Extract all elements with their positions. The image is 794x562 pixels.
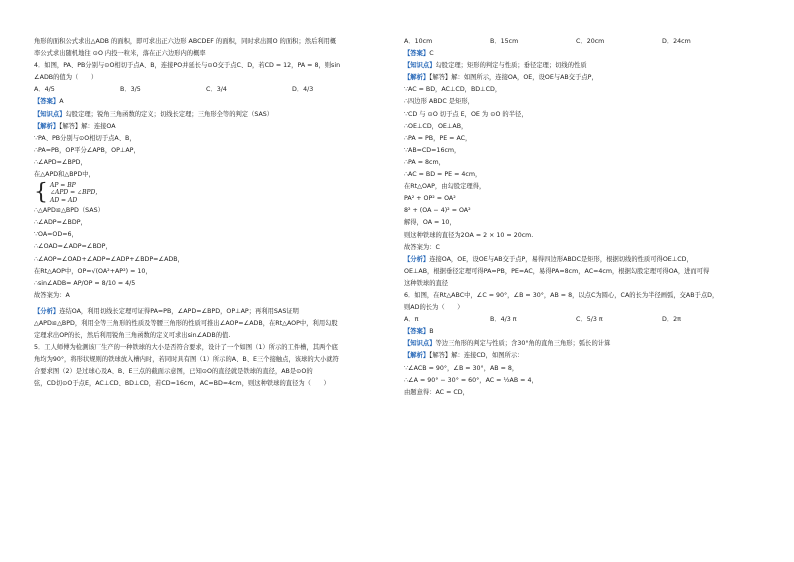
solution-step: 在Rt△OAP，由勾股定理得， [404, 183, 486, 191]
answer-label: 【答案】 [34, 98, 60, 106]
solution-step: ∴sin∠ADB= AP/OP = 8/10 = 4/5 [34, 279, 136, 287]
text-line: 角形的面积公式求出△ADB 的面积，即可求出正六边形 ABCDEF 的面积，同时求出圆O 的面积；然后利用概 [34, 38, 337, 45]
answer-value: C [429, 50, 434, 58]
solution-step: ∵∠ACB = 90°，∠B = 30°，AB = 8， [404, 364, 519, 372]
analysis-text: 连接OA，OE，设OE与AB交于点P，易得四边形ABDC是矩形，根据切线的性质可得OE⊥CD， [429, 255, 693, 263]
solution-step: ∴∠A = 90° − 30° = 60°，AC = ½AB = 4， [404, 376, 538, 384]
answer-value: B [429, 328, 434, 336]
analysis-text: 定理求出OP的长，然后利用锐角三角函数的定义可求出sin∠ADB的值. [34, 332, 231, 340]
analysis-line [404, 254, 764, 266]
condition: ∠APD = ∠BPD， [50, 189, 102, 197]
solution-step: ∴PA = 8cm， [404, 158, 445, 166]
solution-text: 【解答】解：连接OA [59, 122, 116, 130]
solution-step: 由题意得：AC = CD， [404, 388, 469, 396]
option-c: C．3/4 [206, 86, 227, 94]
knowledge-label: 【知识点】 [404, 62, 436, 70]
solution-text: 【解答】解：连接CD，如图所示： [429, 352, 524, 360]
right-column [404, 36, 764, 399]
question-6-stem: 则AD的长为（ ） [404, 304, 464, 312]
option-a: A．4/5 [34, 86, 55, 94]
solution-step: 则这种铁球的直径为2OA = 2 × 10 = 20cm. [404, 231, 534, 239]
knowledge-points: 勾股定理；矩形的判定与性质；垂径定理；切线的性质 [435, 62, 587, 70]
knowledge-points: 等边三角形的判定与性质；含30°角的直角三角形；弧长的计算 [435, 340, 611, 348]
question-5-options [404, 36, 764, 48]
condition: AP = BP [50, 181, 76, 189]
solution-step: ∴∠ADP=∠BDP， [34, 219, 87, 227]
knowledge-line [404, 60, 764, 72]
knowledge-line [404, 338, 764, 350]
solution-step: ∴四边形 ABDC 是矩形， [404, 98, 474, 106]
option-c: C．20cm [576, 38, 605, 45]
option-b: B．15cm [490, 38, 519, 45]
option-d: D．24cm [662, 38, 691, 45]
left-column [34, 36, 390, 391]
option-a: A．π [404, 316, 419, 324]
analysis-text: 这种铁球的直径 [404, 279, 449, 287]
solution-line [404, 72, 764, 84]
analysis-text: OE⊥AB，根据垂径定理可得PA=PB，PE=AC，易得PA=8cm，AC=4cm，根据勾股定理可得OA，进而可得 [404, 267, 710, 275]
solution-step: PA² + OP² = OA² [404, 195, 456, 203]
question-6-stem: 6．如图，在Rt△ABC中，∠C = 90°，∠B = 30°，AB = 8，以点C为圆心，CA的长为半径画弧，交AB于点D， [404, 291, 719, 299]
solution-text: 【解答】解：如图所示，连接OA，OE，设OE与AB交于点P， [429, 74, 598, 82]
option-d: D．4/3 [292, 86, 314, 94]
solution-step: 在△APD和△BPD中， [34, 171, 95, 179]
question-5-stem: 合要求图（2）是过球心及A、B、E三点的截面示意图，已知⊙O的直径就是铁球的直径，AB是⊙O的 [34, 368, 313, 376]
solution-step: 故答案为：A [34, 291, 70, 299]
solution-step: ∴△APD≌△BPD（SAS） [34, 207, 104, 215]
analysis-line [34, 306, 390, 318]
question-4-stem: 4．如图，PA、PB分别与⊙O相切于点A、B，连接PO并延长与⊙O交于点C、D，若CD = 12，PA = 8，则sin [34, 62, 341, 70]
knowledge-line [34, 109, 390, 121]
option-a: A．10cm [404, 38, 433, 45]
answer-line [404, 48, 764, 60]
analysis-text: △APD≌△BPD，利用全等三角形的性质及等腰三角形的性质可推出∠AOP=∠ADB，在Rt△AOP中，利用勾股 [34, 319, 338, 327]
answer-value: A [59, 98, 64, 106]
solution-line [404, 350, 764, 362]
solution-step: ∵PA、PB分别与⊙O相切于点A、B， [34, 134, 136, 142]
answer-label: 【答案】 [404, 328, 430, 336]
option-c: C．5/3 π [576, 316, 603, 324]
solution-step: ∵AB=CD=16cm， [404, 146, 461, 154]
analysis-label: 【分析】 [34, 307, 60, 315]
solution-step: 故答案为：C [404, 243, 440, 251]
question-4-stem-cont: ∠ADB的值为（ ） [34, 74, 98, 82]
solution-step: ∵AC = BD，AC⊥CD，BD⊥CD， [404, 86, 502, 94]
solution-step: ∴PA = PB，PE = AC， [404, 134, 472, 142]
solution-label: 【解析】 [34, 122, 60, 130]
solution-step: ∴AC = BD = PE = 4cm， [404, 171, 482, 179]
solution-step: 解得，OA = 10， [404, 219, 456, 227]
knowledge-label: 【知识点】 [34, 110, 66, 118]
option-b: B．4/3 π [490, 316, 517, 324]
analysis-label: 【分析】 [404, 255, 430, 263]
congruence-conditions [34, 181, 390, 205]
analysis-text: 连结OA，利用切线长定理可证得PA=PB，∠APD=∠BPD，OP⊥AP；再利用SAS证明 [59, 307, 299, 315]
question-6-options [404, 314, 764, 326]
text-line: 率公式求出随机地往 ⊙O 内投一粒米，落在正六边形内的概率 [34, 50, 206, 58]
question-5-stem: 5．工人师傅为检测该厂生产的一种铁球的大小是否符合要求，设计了一个如图（1）所示的工件槽，其两个底 [34, 344, 338, 352]
solution-line [34, 121, 390, 133]
brace-symbol: { [34, 180, 48, 206]
solution-label: 【解析】 [404, 352, 430, 360]
condition-stack [50, 182, 101, 205]
question-5-stem: 角均为90°，将形状规则的铁球放入槽内时，若同时具有图（1）所示的A、B、E三个接触点，该球的大小就符 [34, 356, 339, 364]
question-5-stem: 弦，CD切⊙O于点E，AC⊥CD、BD⊥CD，若CD=16cm，AC=BD=4cm，则这种铁球的直径为（ ） [34, 380, 330, 388]
solution-step: ∵OA=OD=6， [34, 231, 78, 239]
knowledge-label: 【知识点】 [404, 340, 436, 348]
solution-label: 【解析】 [404, 74, 430, 82]
answer-line [404, 326, 764, 338]
solution-step: ∴∠AOP=∠OAD+∠ADP=∠ADP+∠BDP=∠ADB， [34, 255, 184, 263]
solution-step: ∴∠OAD=∠ADP=∠BDP， [34, 243, 112, 251]
solution-step: ∴∠APD=∠BPD， [34, 158, 87, 166]
option-d: D．2π [662, 316, 681, 324]
solution-step: 在Rt△AOP中，OP=√(OA²+AP²) = 10， [34, 267, 152, 275]
solution-step: 8² + (OA − 4)² = OA² [404, 207, 471, 215]
solution-step: ∴PA=PB，OP平分∠APB，OP⊥AP， [34, 146, 140, 154]
condition: AD = AD [50, 196, 78, 204]
solution-step: ∵CD 与 ⊙O 切于点 E，OE 为 ⊙O 的半径， [404, 110, 528, 118]
answer-label: 【答案】 [404, 50, 430, 58]
solution-step: ∴OE⊥CD，OE⊥AB， [404, 122, 468, 130]
question-4-options [34, 84, 390, 96]
answer-line [34, 96, 390, 108]
knowledge-points: 勾股定理；锐角三角函数的定义；切线长定理；三角形全等的判定（SAS） [65, 110, 274, 118]
option-b: B．3/5 [120, 86, 141, 94]
